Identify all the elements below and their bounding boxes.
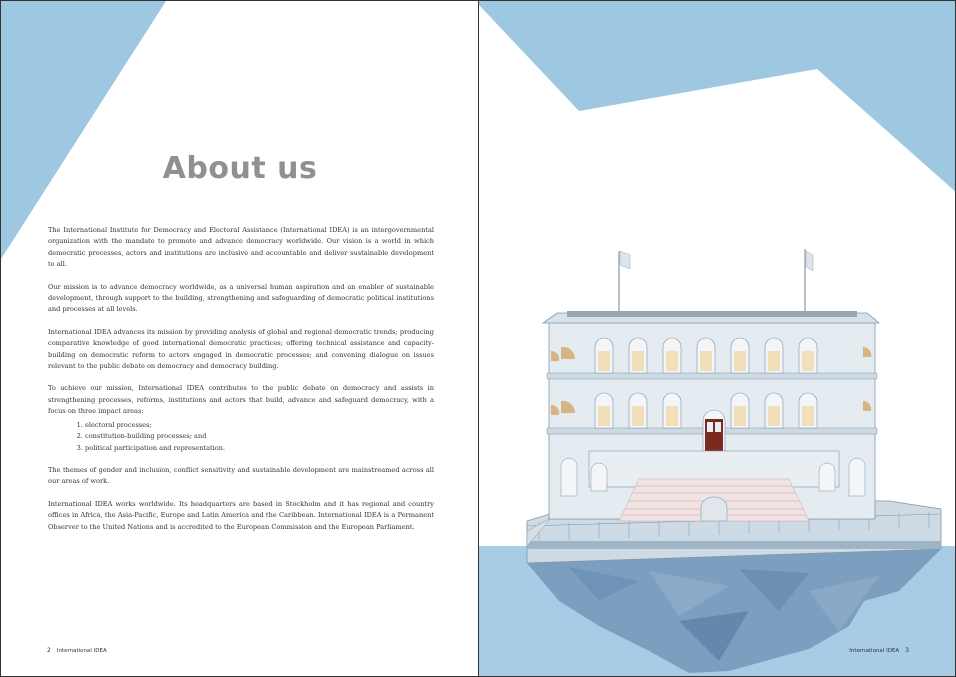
footer-label: International IDEA (56, 648, 107, 654)
paragraph-advances: International IDEA advances its mission by providing analysis of global and regional democratic trends; producing comparative knowledge of good international democratic practices; offering technical assistance and capacity-building on democratic reform to actors engaged in democratic processes; and convening dialogue on issues relevant to the public debate on democracy and democracy building. (48, 327, 434, 371)
paragraph-themes: The themes of gender and inclusion, conflict sensitivity and sustainable development are mainstreamed across all our areas of work. (48, 465, 434, 486)
right-page (478, 0, 956, 677)
footer-label: International IDEA (849, 648, 900, 654)
paragraph-intro: The International Institute for Democracy and Electoral Assistance (International IDEA) is an intergovernmental organization with the mandate to promote and advance democracy worldwide. Our vision is a world in which democratic processes, actors and institutions are inclusive and accountable and deliver sustainable development to all. (48, 226, 434, 269)
list-item: 1. electoral processes; (85, 420, 434, 431)
body-text (48, 225, 434, 544)
paragraph-mission: Our mission is to advance democracy worldwide, as a universal human aspiration and an enabler of sustainable development, through support to the building, strengthening and safeguarding of democratic political institutions and processes at all levels. (48, 282, 434, 314)
page-number: 2 (47, 647, 51, 654)
building-illustration (479, 1, 956, 677)
page-number: 3 (905, 647, 909, 654)
sky-shape (479, 1, 956, 193)
footer-left (47, 647, 107, 654)
footer-right (849, 647, 909, 654)
paragraph-achieve: To achieve our mission, International IDEA contributes to the public debate on democracy and assists in strengthening processes, reforms, institutions and actors that build, advance and safeguard democracy, with a focus on three impact areas: (48, 384, 434, 416)
list-item: 3. political participation and representation. (85, 443, 434, 454)
page-title: About us (162, 151, 318, 186)
paragraph-worldwide: International IDEA works worldwide. Its headquarters are based in Stockholm and it has regional and country offices in Africa, the Asia-Pacific, Europe and Latin America and the Caribbean. International IDEA is a Permanent Observer to the United Nations and is accredited to the European Commission and the European Parliament. (48, 499, 434, 531)
impact-areas-list (48, 420, 434, 454)
list-item: 2. constitution-building processes; and (85, 431, 434, 442)
